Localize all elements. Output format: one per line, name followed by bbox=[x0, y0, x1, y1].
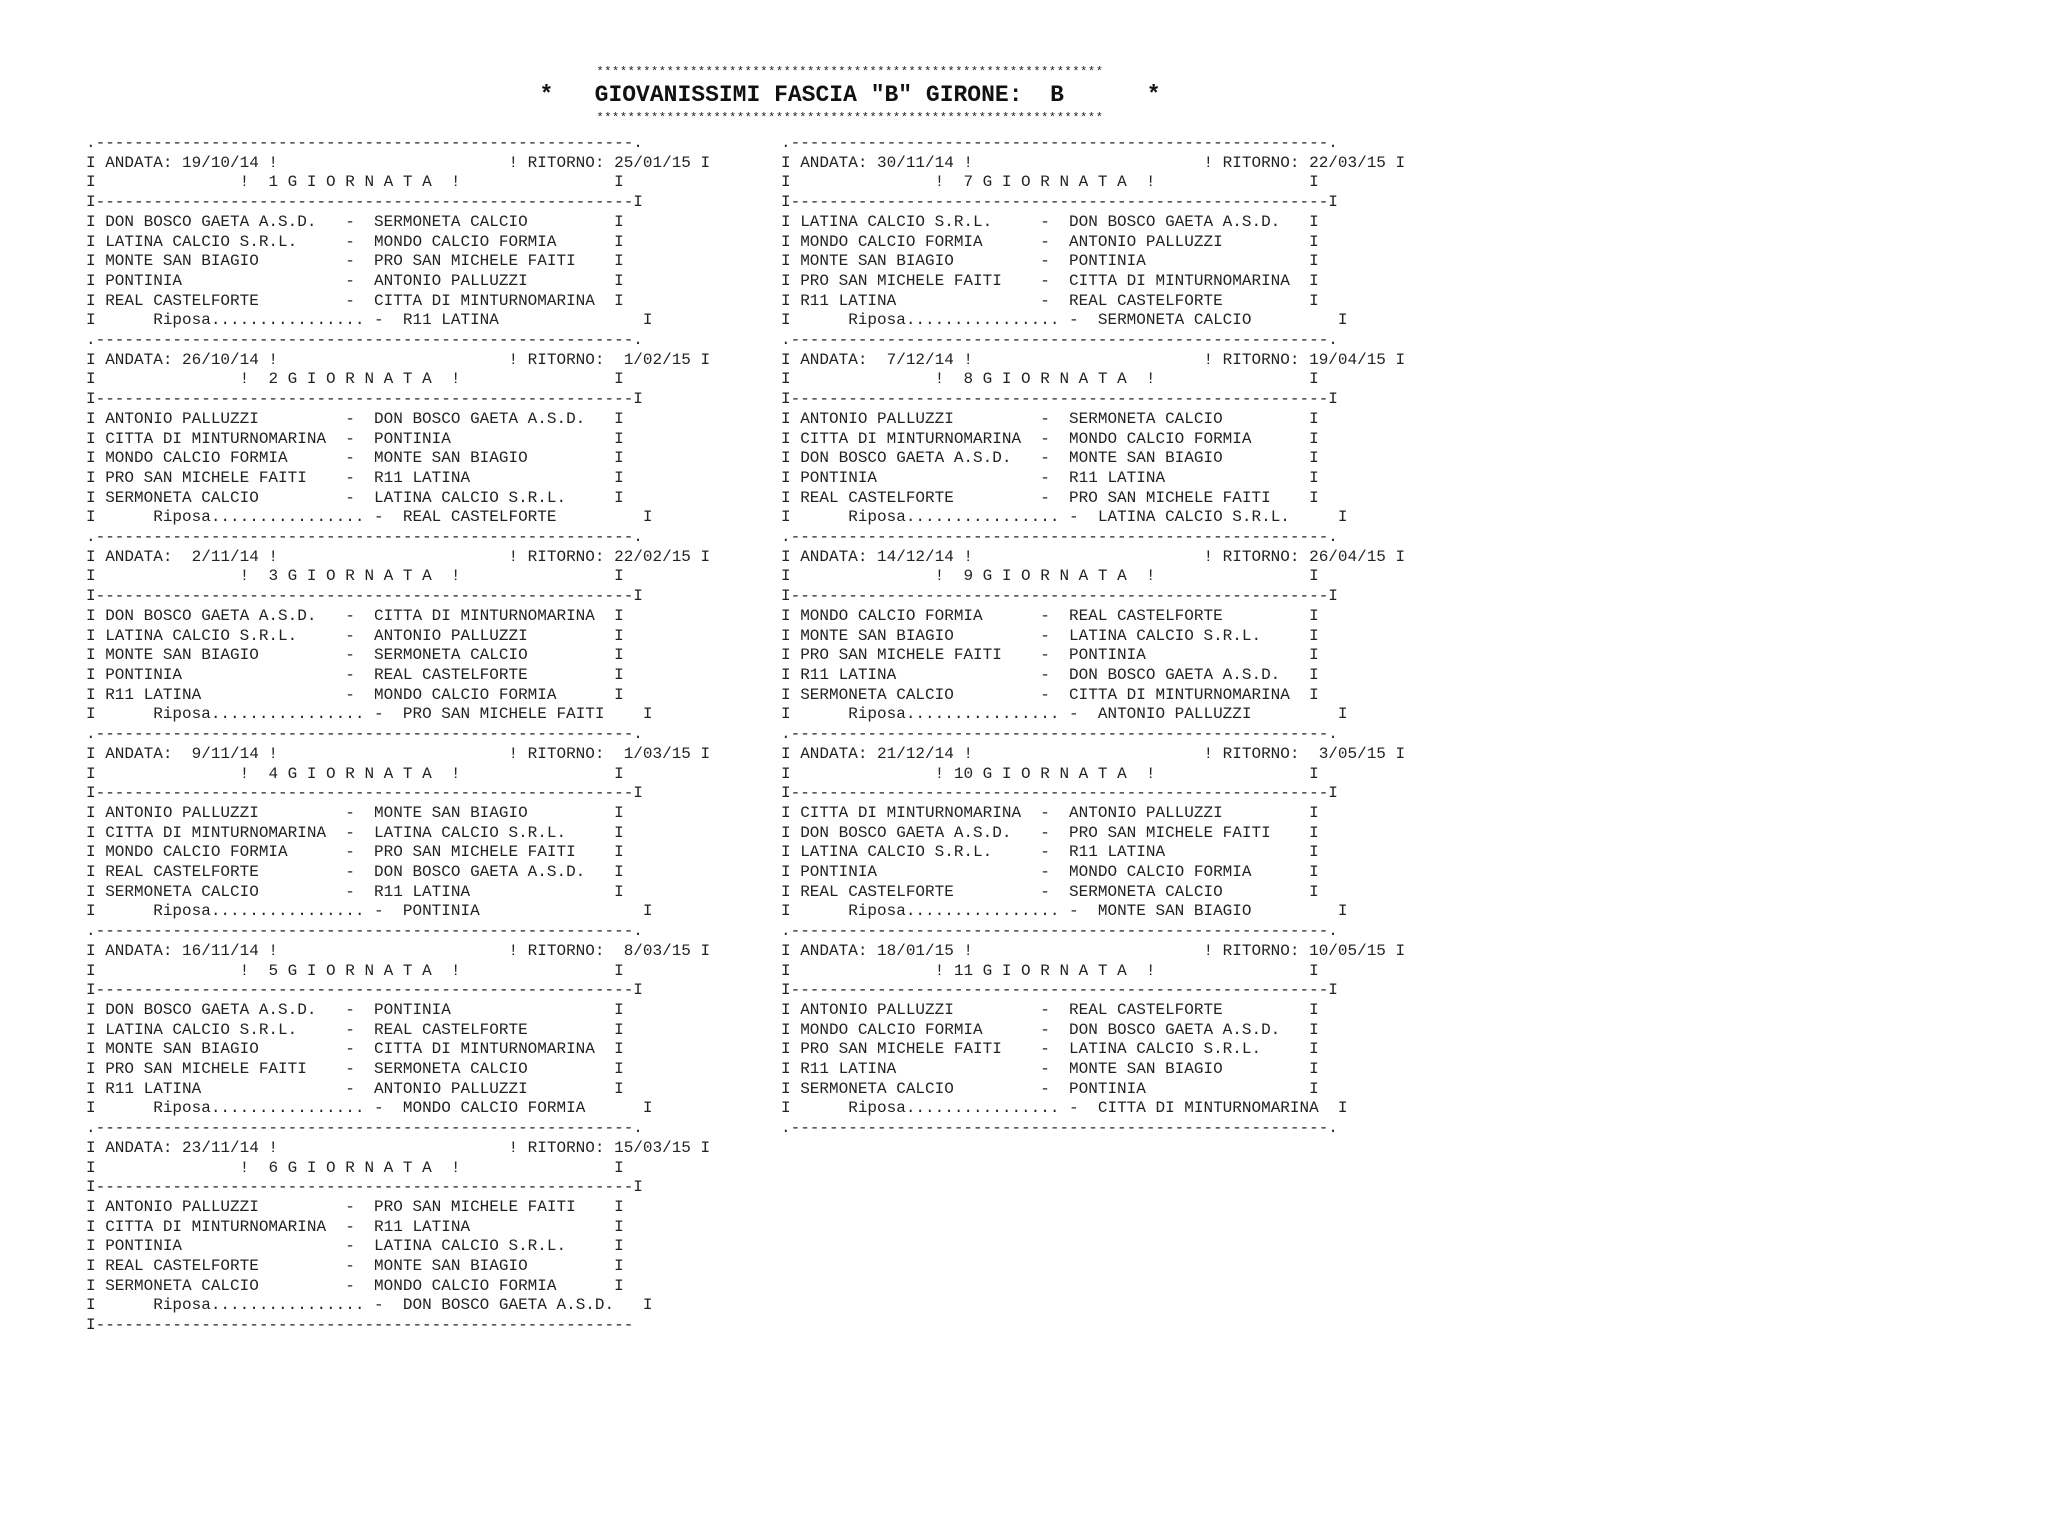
away-team: CITTA DI MINTURNOMARINA bbox=[374, 1040, 615, 1059]
home-team: PONTINIA bbox=[800, 863, 1031, 882]
home-team: PRO SAN MICHELE FAITI bbox=[800, 271, 1031, 290]
page-title: * GIOVANISSIMI FASCIA "B" GIRONE: B * bbox=[539, 82, 1161, 108]
andata-date: 23/11/14 bbox=[182, 1138, 259, 1157]
home-team: CITTA DI MINTURNOMARINA bbox=[105, 429, 336, 448]
home-team: R11 LATINA bbox=[800, 665, 1031, 684]
andata-date: 19/10/14 bbox=[182, 153, 259, 172]
away-team: PRO SAN MICHELE FAITI bbox=[1069, 488, 1310, 507]
home-team: LATINA CALCIO S.R.L. bbox=[800, 843, 1031, 862]
away-team: PONTINIA bbox=[1069, 646, 1310, 665]
resting-team: DON BOSCO GAETA A.S.D. bbox=[402, 1296, 643, 1315]
ritorno-date: 25/01/15 bbox=[614, 153, 691, 172]
ritorno-date: 8/03/15 bbox=[614, 941, 691, 960]
andata-date: 7/12/14 bbox=[877, 350, 954, 369]
andata-date: 2/11/14 bbox=[182, 547, 259, 566]
home-team: PRO SAN MICHELE FAITI bbox=[800, 646, 1031, 665]
away-team: SERMONETA CALCIO bbox=[374, 646, 615, 665]
round-block: .--------------------------------------------------------. I ANDATA: 9/11/14 ! ! RITORNO: 1/03/15 I I ! 4 G I O R N A T A ! I I--------------------------------------------------------I I ANTONIO PALLUZZI - MONTE SAN BIAGIO I I CITTA DI MINTURNOMARINA - LATINA CALCIO S.R.L. I I MONDO CALCIO FORMIA - PRO SAN MICHELE FAITI I I REAL CASTELFORTE - DON BOSCO GAETA A.S.D. I I SERMONETA CALCIO - R11 LATINA I I Riposa................ - PONTINIA I bbox=[86, 725, 711, 921]
home-team: REAL CASTELFORTE bbox=[105, 863, 336, 882]
away-team: ANTONIO PALLUZZI bbox=[374, 271, 615, 290]
away-team: LATINA CALCIO S.R.L. bbox=[1069, 626, 1310, 645]
ritorno-date: 10/05/15 bbox=[1309, 941, 1386, 960]
giornata-number: 5 bbox=[249, 961, 279, 980]
away-team: REAL CASTELFORTE bbox=[1069, 606, 1310, 625]
home-team: MONTE SAN BIAGIO bbox=[105, 1040, 336, 1059]
giornata-number: 8 bbox=[944, 370, 974, 389]
giornata-number: 2 bbox=[249, 370, 279, 389]
home-team: MONDO CALCIO FORMIA bbox=[105, 449, 336, 468]
away-team: DON BOSCO GAETA A.S.D. bbox=[1069, 212, 1310, 231]
home-team: R11 LATINA bbox=[105, 1079, 336, 1098]
away-team: ANTONIO PALLUZZI bbox=[1069, 232, 1310, 251]
away-team: R11 LATINA bbox=[374, 1217, 615, 1236]
resting-team: SERMONETA CALCIO bbox=[1097, 311, 1338, 330]
ritorno-date: 3/05/15 bbox=[1309, 744, 1386, 763]
away-team: SERMONETA CALCIO bbox=[374, 212, 615, 231]
stars-bottom: ***************************************************************** bbox=[596, 111, 1104, 125]
away-team: DON BOSCO GAETA A.S.D. bbox=[374, 409, 615, 428]
away-team: MONTE SAN BIAGIO bbox=[1069, 1060, 1310, 1079]
stars-top: ***************************************************************** bbox=[596, 65, 1104, 79]
round-block: .--------------------------------------------------------. I ANDATA: 26/10/14 ! ! RITORNO: 1/02/15 I I ! 2 G I O R N A T A ! I I--------------------------------------------------------I I ANTONIO PALLUZZI - DON BOSCO GAETA A.S.D. I I CITTA DI MINTURNOMARINA - PONTINIA I I MONDO CALCIO FORMIA - MONTE SAN BIAGIO I I PRO SAN MICHELE FAITI - R11 LATINA I I SERMONETA CALCIO - LATINA CALCIO S.R.L. I I Riposa................ - REAL CASTELFORTE I bbox=[86, 331, 711, 527]
home-team: DON BOSCO GAETA A.S.D. bbox=[105, 1000, 336, 1019]
home-team: REAL CASTELFORTE bbox=[105, 1257, 336, 1276]
home-team: R11 LATINA bbox=[800, 291, 1031, 310]
away-team: CITTA DI MINTURNOMARINA bbox=[374, 606, 615, 625]
ritorno-date: 22/02/15 bbox=[614, 547, 691, 566]
ritorno-date: 15/03/15 bbox=[614, 1138, 691, 1157]
round-block: .--------------------------------------------------------. I ANDATA: 7/12/14 ! ! RITORNO: 19/04/15 I I ! 8 G I O R N A T A ! I I--------------------------------------------------------I I ANTONIO PALLUZZI - SERMONETA CALCIO I I CITTA DI MINTURNOMARINA - MONDO CALCIO FORMIA I I DON BOSCO GAETA A.S.D. - MONTE SAN BIAGIO I I PONTINIA - R11 LATINA I I REAL CASTELFORTE - PRO SAN MICHELE FAITI I I Riposa................ - LATINA CALCIO S.R.L. I bbox=[781, 331, 1406, 527]
rounds-column-left bbox=[86, 134, 710, 1336]
home-team: SERMONETA CALCIO bbox=[800, 685, 1031, 704]
away-team: R11 LATINA bbox=[1069, 843, 1310, 862]
ritorno-date: 1/02/15 bbox=[614, 350, 691, 369]
away-team: PONTINIA bbox=[1069, 252, 1310, 271]
home-team: MONDO CALCIO FORMIA bbox=[105, 843, 336, 862]
resting-team: ANTONIO PALLUZZI bbox=[1097, 705, 1338, 724]
away-team: PRO SAN MICHELE FAITI bbox=[374, 252, 615, 271]
away-team: SERMONETA CALCIO bbox=[1069, 882, 1310, 901]
home-team: PONTINIA bbox=[800, 468, 1031, 487]
round-block: .--------------------------------------------------------. I ANDATA: 2/11/14 ! ! RITORNO: 22/02/15 I I ! 3 G I O R N A T A ! I I--------------------------------------------------------I I DON BOSCO GAETA A.S.D. - CITTA DI MINTURNOMARINA I I LATINA CALCIO S.R.L. - ANTONIO PALLUZZI I I MONTE SAN BIAGIO - SERMONETA CALCIO I I PONTINIA - REAL CASTELFORTE I I R11 LATINA - MONDO CALCIO FORMIA I I Riposa................ - PRO SAN MICHELE FAITI I bbox=[86, 528, 711, 724]
closing-border: .--------------------------------------------------------. bbox=[781, 1119, 1338, 1138]
round-block: .--------------------------------------------------------. I ANDATA: 23/11/14 ! ! RITORNO: 15/03/15 I I ! 6 G I O R N A T A ! I I--------------------------------------------------------I I ANTONIO PALLUZZI - PRO SAN MICHELE FAITI I I CITTA DI MINTURNOMARINA - R11 LATINA I I PONTINIA - LATINA CALCIO S.R.L. I I REAL CASTELFORTE - MONTE SAN BIAGIO I I SERMONETA CALCIO - MONDO CALCIO FORMIA I I Riposa................ - DON BOSCO GAETA A.S.D. I bbox=[86, 1119, 711, 1315]
away-team: LATINA CALCIO S.R.L. bbox=[1069, 1040, 1310, 1059]
round-block: .--------------------------------------------------------. I ANDATA: 19/10/14 ! ! RITORNO: 25/01/15 I I ! 1 G I O R N A T A ! I I--------------------------------------------------------I I DON BOSCO GAETA A.S.D. - SERMONETA CALCIO I I LATINA CALCIO S.R.L. - MONDO CALCIO FORMIA I I MONTE SAN BIAGIO - PRO SAN MICHELE FAITI I I PONTINIA - ANTONIO PALLUZZI I I REAL CASTELFORTE - CITTA DI MINTURNOMARINA I I Riposa................ - R11 LATINA I bbox=[86, 134, 711, 330]
away-team: LATINA CALCIO S.R.L. bbox=[374, 488, 615, 507]
home-team: MONTE SAN BIAGIO bbox=[800, 252, 1031, 271]
home-team: PONTINIA bbox=[105, 1237, 336, 1256]
ritorno-date: 19/04/15 bbox=[1309, 350, 1386, 369]
home-team: DON BOSCO GAETA A.S.D. bbox=[105, 606, 336, 625]
andata-date: 18/01/15 bbox=[877, 941, 954, 960]
home-team: ANTONIO PALLUZZI bbox=[800, 409, 1031, 428]
home-team: ANTONIO PALLUZZI bbox=[105, 803, 336, 822]
away-team: MONDO CALCIO FORMIA bbox=[374, 232, 615, 251]
away-team: MONDO CALCIO FORMIA bbox=[374, 1276, 615, 1295]
home-team: PRO SAN MICHELE FAITI bbox=[105, 468, 336, 487]
away-team: SERMONETA CALCIO bbox=[374, 1060, 615, 1079]
away-team: LATINA CALCIO S.R.L. bbox=[374, 823, 615, 842]
giornata-number: 1 bbox=[249, 173, 279, 192]
andata-date: 21/12/14 bbox=[877, 744, 954, 763]
away-team: ANTONIO PALLUZZI bbox=[1069, 803, 1310, 822]
round-block: .--------------------------------------------------------. I ANDATA: 18/01/15 ! ! RITORNO: 10/05/15 I I ! 11 G I O R N A T A ! I I--------------------------------------------------------I I ANTONIO PALLUZZI - REAL CASTELFORTE I I MONDO CALCIO FORMIA - DON BOSCO GAETA A.S.D. I I PRO SAN MICHELE FAITI - LATINA CALCIO S.R.L. I I R11 LATINA - MONTE SAN BIAGIO I I SERMONETA CALCIO - PONTINIA I I Riposa................ - CITTA DI MINTURNOMARINA I bbox=[781, 922, 1406, 1118]
away-team: DON BOSCO GAETA A.S.D. bbox=[374, 863, 615, 882]
home-team: DON BOSCO GAETA A.S.D. bbox=[800, 823, 1031, 842]
resting-team: PRO SAN MICHELE FAITI bbox=[402, 705, 643, 724]
resting-team: MONDO CALCIO FORMIA bbox=[402, 1099, 643, 1118]
away-team: MONDO CALCIO FORMIA bbox=[1069, 863, 1310, 882]
away-team: MONTE SAN BIAGIO bbox=[374, 803, 615, 822]
giornata-number: 6 bbox=[249, 1158, 279, 1177]
away-team: PRO SAN MICHELE FAITI bbox=[374, 1197, 615, 1216]
rounds-column-right bbox=[781, 134, 1405, 1139]
home-team: ANTONIO PALLUZZI bbox=[105, 1197, 336, 1216]
home-team: LATINA CALCIO S.R.L. bbox=[105, 1020, 336, 1039]
resting-team: PONTINIA bbox=[402, 902, 643, 921]
resting-team: R11 LATINA bbox=[402, 311, 643, 330]
home-team: REAL CASTELFORTE bbox=[800, 488, 1031, 507]
away-team: PRO SAN MICHELE FAITI bbox=[374, 843, 615, 862]
andata-date: 16/11/14 bbox=[182, 941, 259, 960]
giornata-number: 7 bbox=[944, 173, 974, 192]
home-team: ANTONIO PALLUZZI bbox=[105, 409, 336, 428]
home-team: SERMONETA CALCIO bbox=[105, 882, 336, 901]
home-team: PRO SAN MICHELE FAITI bbox=[105, 1060, 336, 1079]
away-team: CITTA DI MINTURNOMARINA bbox=[1069, 685, 1310, 704]
page-header bbox=[500, 66, 1200, 124]
home-team: PONTINIA bbox=[105, 665, 336, 684]
away-team: MONDO CALCIO FORMIA bbox=[1069, 429, 1310, 448]
giornata-number: 3 bbox=[249, 567, 279, 586]
resting-team: LATINA CALCIO S.R.L. bbox=[1097, 508, 1338, 527]
away-team: MONTE SAN BIAGIO bbox=[374, 1257, 615, 1276]
away-team: REAL CASTELFORTE bbox=[374, 665, 615, 684]
home-team: LATINA CALCIO S.R.L. bbox=[105, 232, 336, 251]
resting-team: REAL CASTELFORTE bbox=[402, 508, 643, 527]
home-team: CITTA DI MINTURNOMARINA bbox=[800, 803, 1031, 822]
home-team: DON BOSCO GAETA A.S.D. bbox=[105, 212, 336, 231]
home-team: CITTA DI MINTURNOMARINA bbox=[105, 823, 336, 842]
home-team: MONTE SAN BIAGIO bbox=[105, 252, 336, 271]
away-team: DON BOSCO GAETA A.S.D. bbox=[1069, 665, 1310, 684]
away-team: SERMONETA CALCIO bbox=[1069, 409, 1310, 428]
home-team: REAL CASTELFORTE bbox=[105, 291, 336, 310]
home-team: MONDO CALCIO FORMIA bbox=[800, 606, 1031, 625]
home-team: CITTA DI MINTURNOMARINA bbox=[105, 1217, 336, 1236]
home-team: PRO SAN MICHELE FAITI bbox=[800, 1040, 1031, 1059]
away-team: CITTA DI MINTURNOMARINA bbox=[1069, 271, 1310, 290]
home-team: MONDO CALCIO FORMIA bbox=[800, 232, 1031, 251]
home-team: SERMONETA CALCIO bbox=[105, 1276, 336, 1295]
away-team: LATINA CALCIO S.R.L. bbox=[374, 1237, 615, 1256]
away-team: CITTA DI MINTURNOMARINA bbox=[374, 291, 615, 310]
closing-border: I-------------------------------------------------------- bbox=[86, 1316, 634, 1335]
home-team: CITTA DI MINTURNOMARINA bbox=[800, 429, 1031, 448]
away-team: R11 LATINA bbox=[374, 882, 615, 901]
home-team: MONDO CALCIO FORMIA bbox=[800, 1020, 1031, 1039]
andata-date: 14/12/14 bbox=[877, 547, 954, 566]
resting-team: CITTA DI MINTURNOMARINA bbox=[1097, 1099, 1338, 1118]
andata-date: 9/11/14 bbox=[182, 744, 259, 763]
andata-date: 26/10/14 bbox=[182, 350, 259, 369]
ritorno-date: 1/03/15 bbox=[614, 744, 691, 763]
away-team: DON BOSCO GAETA A.S.D. bbox=[1069, 1020, 1310, 1039]
away-team: PONTINIA bbox=[1069, 1079, 1310, 1098]
round-block: .--------------------------------------------------------. I ANDATA: 14/12/14 ! ! RITORNO: 26/04/15 I I ! 9 G I O R N A T A ! I I--------------------------------------------------------I I MONDO CALCIO FORMIA - REAL CASTELFORTE I I MONTE SAN BIAGIO - LATINA CALCIO S.R.L. I I PRO SAN MICHELE FAITI - PONTINIA I I R11 LATINA - DON BOSCO GAETA A.S.D. I I SERMONETA CALCIO - CITTA DI MINTURNOMARINA I I Riposa................ - ANTONIO PALLUZZI I bbox=[781, 528, 1406, 724]
home-team: LATINA CALCIO S.R.L. bbox=[800, 212, 1031, 231]
andata-date: 30/11/14 bbox=[877, 153, 954, 172]
round-block: .--------------------------------------------------------. I ANDATA: 16/11/14 ! ! RITORNO: 8/03/15 I I ! 5 G I O R N A T A ! I I--------------------------------------------------------I I DON BOSCO GAETA A.S.D. - PONTINIA I I LATINA CALCIO S.R.L. - REAL CASTELFORTE I I MONTE SAN BIAGIO - CITTA DI MINTURNOMARINA I I PRO SAN MICHELE FAITI - SERMONETA CALCIO I I R11 LATINA - ANTONIO PALLUZZI I I Riposa................ - MONDO CALCIO FORMIA I bbox=[86, 922, 711, 1118]
away-team: MONTE SAN BIAGIO bbox=[374, 449, 615, 468]
home-team: MONTE SAN BIAGIO bbox=[800, 626, 1031, 645]
home-team: MONTE SAN BIAGIO bbox=[105, 646, 336, 665]
away-team: REAL CASTELFORTE bbox=[1069, 1000, 1310, 1019]
home-team: REAL CASTELFORTE bbox=[800, 882, 1031, 901]
away-team: PONTINIA bbox=[374, 1000, 615, 1019]
round-block: .--------------------------------------------------------. I ANDATA: 21/12/14 ! ! RITORNO: 3/05/15 I I ! 10 G I O R N A T A ! I I--------------------------------------------------------I I CITTA DI MINTURNOMARINA - ANTONIO PALLUZZI I I DON BOSCO GAETA A.S.D. - PRO SAN MICHELE FAITI I I LATINA CALCIO S.R.L. - R11 LATINA I I PONTINIA - MONDO CALCIO FORMIA I I REAL CASTELFORTE - SERMONETA CALCIO I I Riposa................ - MONTE SAN BIAGIO I bbox=[781, 725, 1406, 921]
away-team: R11 LATINA bbox=[374, 468, 615, 487]
home-team: ANTONIO PALLUZZI bbox=[800, 1000, 1031, 1019]
away-team: REAL CASTELFORTE bbox=[1069, 291, 1310, 310]
giornata-number: 11 bbox=[944, 961, 974, 980]
home-team: SERMONETA CALCIO bbox=[800, 1079, 1031, 1098]
away-team: REAL CASTELFORTE bbox=[374, 1020, 615, 1039]
away-team: ANTONIO PALLUZZI bbox=[374, 1079, 615, 1098]
away-team: PRO SAN MICHELE FAITI bbox=[1069, 823, 1310, 842]
home-team: R11 LATINA bbox=[105, 685, 336, 704]
home-team: PONTINIA bbox=[105, 271, 336, 290]
resting-team: MONTE SAN BIAGIO bbox=[1097, 902, 1338, 921]
home-team: R11 LATINA bbox=[800, 1060, 1031, 1079]
home-team: DON BOSCO GAETA A.S.D. bbox=[800, 449, 1031, 468]
away-team: R11 LATINA bbox=[1069, 468, 1310, 487]
ritorno-date: 22/03/15 bbox=[1309, 153, 1386, 172]
away-team: ANTONIO PALLUZZI bbox=[374, 626, 615, 645]
away-team: MONTE SAN BIAGIO bbox=[1069, 449, 1310, 468]
ritorno-date: 26/04/15 bbox=[1309, 547, 1386, 566]
away-team: MONDO CALCIO FORMIA bbox=[374, 685, 615, 704]
home-team: LATINA CALCIO S.R.L. bbox=[105, 626, 336, 645]
home-team: SERMONETA CALCIO bbox=[105, 488, 336, 507]
round-block: .--------------------------------------------------------. I ANDATA: 30/11/14 ! ! RITORNO: 22/03/15 I I ! 7 G I O R N A T A ! I I--------------------------------------------------------I I LATINA CALCIO S.R.L. - DON BOSCO GAETA A.S.D. I I MONDO CALCIO FORMIA - ANTONIO PALLUZZI I I MONTE SAN BIAGIO - PONTINIA I I PRO SAN MICHELE FAITI - CITTA DI MINTURNOMARINA I I R11 LATINA - REAL CASTELFORTE I I Riposa................ - SERMONETA CALCIO I bbox=[781, 134, 1406, 330]
away-team: PONTINIA bbox=[374, 429, 615, 448]
giornata-number: 9 bbox=[944, 567, 974, 586]
giornata-number: 4 bbox=[249, 764, 279, 783]
giornata-number: 10 bbox=[944, 764, 974, 783]
